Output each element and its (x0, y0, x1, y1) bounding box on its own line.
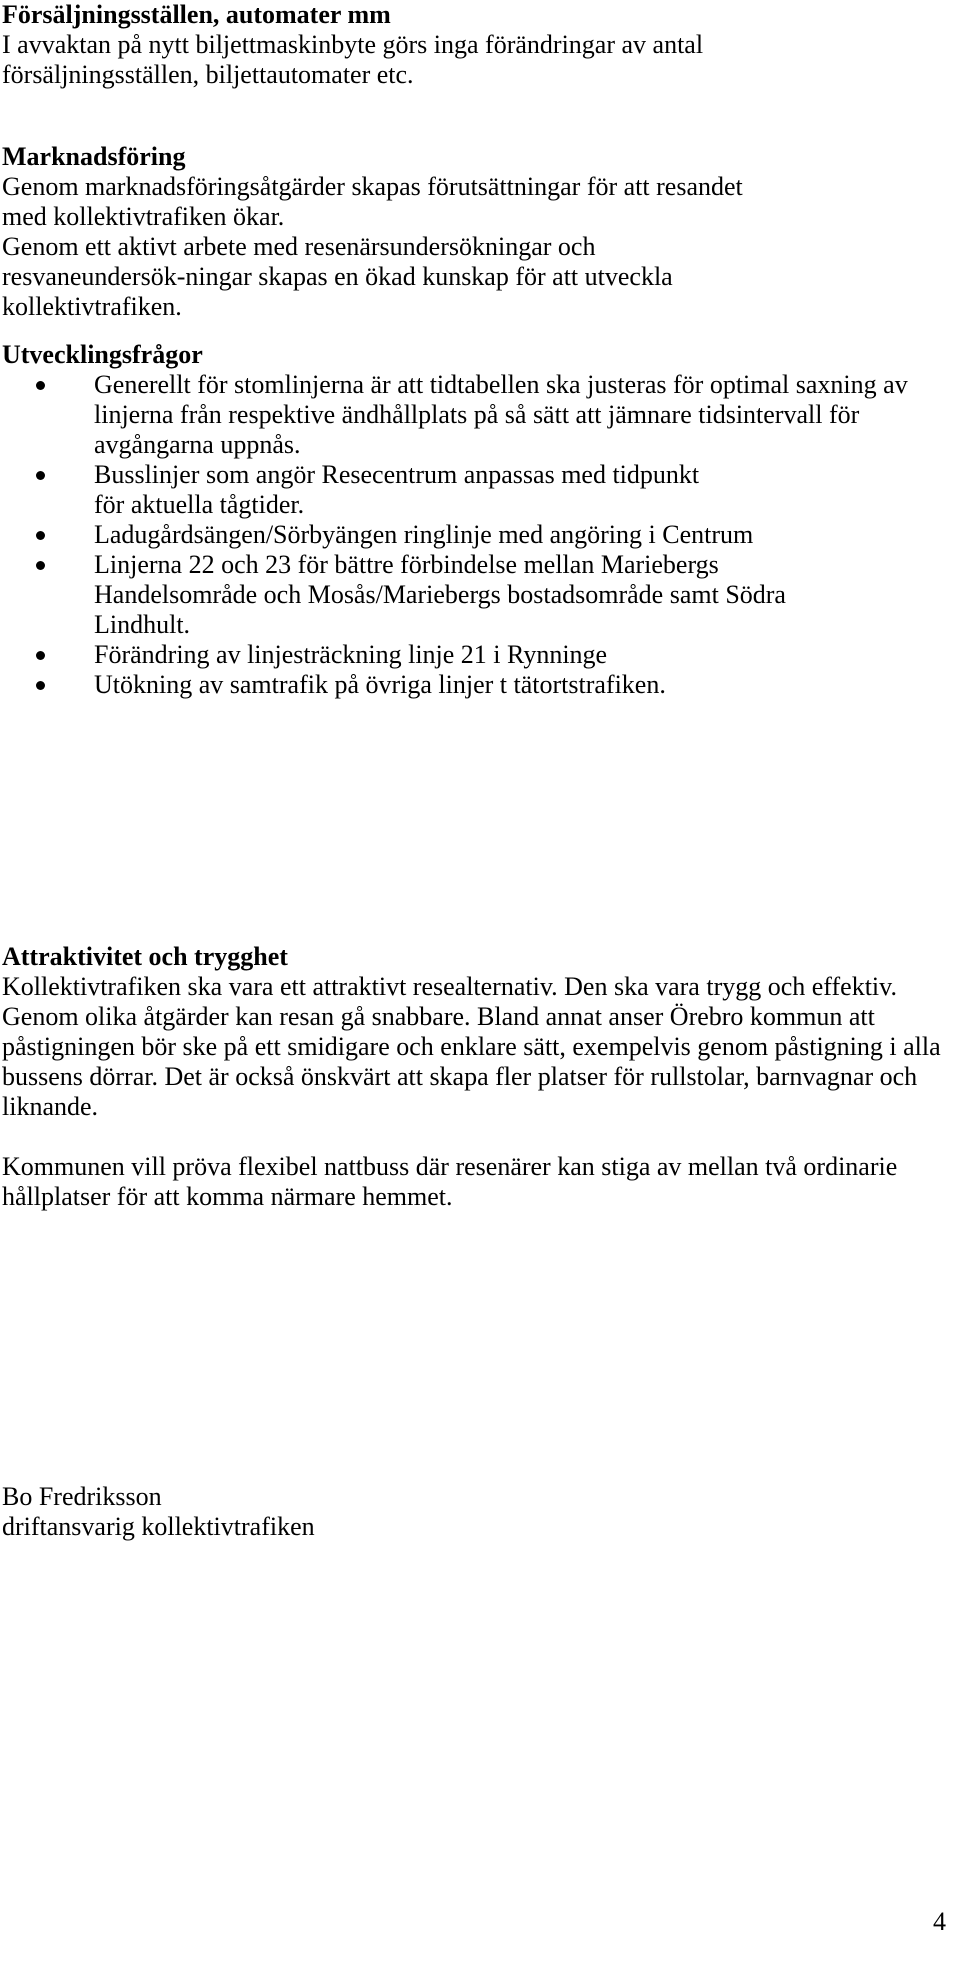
section-heading: Utvecklingsfrågor (2, 340, 203, 369)
list-item-text: Utökning av samtrafik på övriga linjer t tätortstrafiken. (94, 670, 666, 699)
list-item-text: Generellt för stomlinjerna är att tidtabellen ska justeras för optimal saxning av linjerna från respektive ändhållplats på så sätt att jämnare tidsintervall för avgångarna uppnås. (94, 370, 908, 459)
bullet-icon (36, 651, 45, 660)
signature (2, 1482, 952, 1542)
section-heading: Attraktivitet och trygghet (2, 942, 288, 971)
section-marknadsforing (2, 142, 952, 322)
list-item-text: Förändring av linjesträckning linje 21 i Rynninge (94, 640, 608, 669)
bullet-icon (36, 471, 45, 480)
list-item (2, 640, 952, 670)
signature-title: driftansvarig kollektivtrafiken (2, 1512, 315, 1541)
bullet-icon (36, 381, 45, 390)
paragraph: Genom marknadsföringsåtgärder skapas förutsättningar för att resandet med kollektivtrafiken ökar. (2, 172, 743, 231)
bullet-icon (36, 561, 45, 570)
section-attraktivitet (2, 942, 952, 1212)
list-item (2, 370, 952, 460)
section-forsaljningsstallen (2, 0, 952, 90)
list-item-text: Linjerna 22 och 23 för bättre förbindelse mellan Mariebergs Handelsområde och Mosås/Mariebergs bostadsområde samt Södra Lindhult. (94, 550, 786, 639)
bullet-list (2, 370, 952, 700)
bullet-icon (36, 531, 45, 540)
section-heading: Marknadsföring (2, 142, 186, 171)
signature-name: Bo Fredriksson (2, 1482, 162, 1511)
paragraph: Genom ett aktivt arbete med resenärsundersökningar och resvaneundersök-ningar skapas en ökad kunskap för att utveckla kollektivtrafiken. (2, 232, 673, 321)
list-item (2, 550, 952, 640)
list-item (2, 520, 952, 550)
list-item-text: Busslinjer som angör Resecentrum anpassas med tidpunkt för aktuella tågtider. (94, 460, 700, 519)
paragraph: I avvaktan på nytt biljettmaskinbyte görs inga förändringar av antal försäljningsställen, biljettautomater etc. (2, 30, 704, 89)
list-item (2, 460, 952, 520)
paragraph: Kollektivtrafiken ska vara ett attraktivt resealternativ. Den ska vara trygg och effektiv. Genom olika åtgärder kan resan gå snabbare. Bland annat anser Örebro kommun att påstigningen bör ske på ett smidigare och enklare sätt, exempelvis genom påstigning i alla bussens dörrar. Det är också önskvärt att skapa fler platser för rullstolar, barnvagnar och liknande. (2, 972, 941, 1121)
list-item (2, 670, 952, 700)
section-utvecklingsfragor (2, 340, 952, 700)
page-number: 4 (933, 1907, 946, 1936)
paragraph: Kommunen vill pröva flexibel nattbuss där resenärer kan stiga av mellan två ordinarie hållplatser för att komma närmare hemmet. (2, 1152, 898, 1211)
section-heading: Försäljningsställen, automater mm (2, 0, 391, 29)
list-item-text: Ladugårdsängen/Sörbyängen ringlinje med angöring i Centrum (94, 520, 754, 549)
bullet-icon (36, 681, 45, 690)
